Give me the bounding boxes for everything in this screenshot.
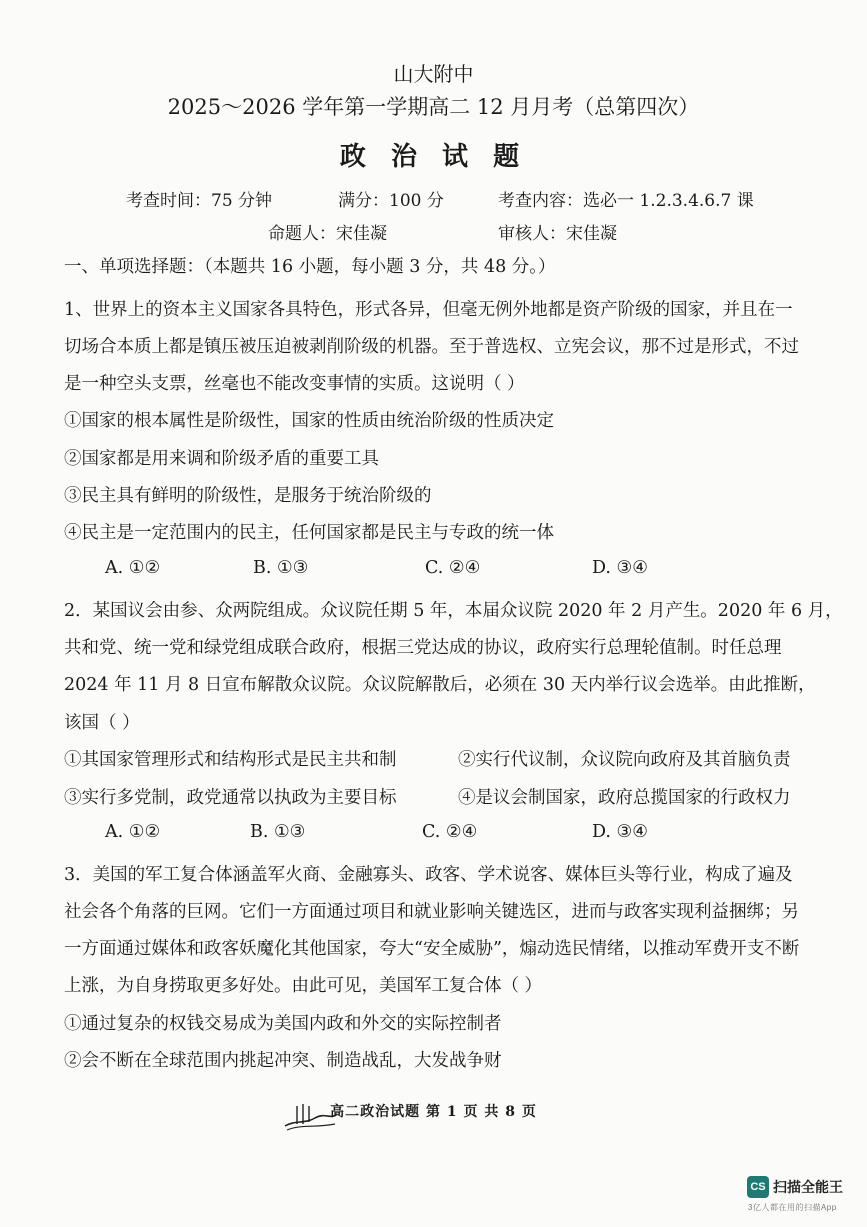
q2-option-d: D. ③④ <box>592 822 648 842</box>
exam-content: 考查内容：选必一 1.2.3.4.6.7 课 <box>498 191 754 211</box>
author: 命题人：宋佳凝 <box>268 224 387 244</box>
reviewer: 审核人：宋佳凝 <box>498 224 617 244</box>
q2-statement: ②实行代议制，众议院向政府及其首脑负责 <box>458 750 791 770</box>
full-score: 满分：100 分 <box>338 191 444 211</box>
q2-stem-line: 2024 年 11 月 8 日宣布解散众议院。众议院解散后，必须在 30 天内举行议会选举。由此推断， <box>64 675 816 695</box>
q3-stem-line: 3．美国的军工复合体涵盖军火商、金融寡头、政客、学术说客、媒体巨头等行业，构成了遍及 <box>64 865 793 885</box>
q2-statement: ④是议会制国家，政府总揽国家的行政权力 <box>458 788 791 808</box>
q3-statement: ①通过复杂的权钱交易成为美国内政和外交的实际控制者 <box>64 1014 502 1034</box>
q1-option-c: C. ②④ <box>425 558 481 578</box>
q2-statement: ①其国家管理形式和结构形式是民主共和制 <box>64 750 397 770</box>
q2-option-a: A. ①② <box>105 822 161 842</box>
exam-time: 考查时间：75 分钟 <box>126 191 273 211</box>
cs-logo-icon: CS <box>747 1176 769 1198</box>
q2-option-b: B. ①③ <box>250 822 306 842</box>
scanner-watermark <box>747 1176 843 1198</box>
q1-stem-line: 切场合本质上都是镇压被压迫被剥削阶级的机器。至于普选权、立宪会议，那不过是形式，不过 <box>64 337 799 357</box>
q3-stem-line: 社会各个角落的巨网。它们一方面通过项目和就业影响关键选区，进而与政客实现利益捆绑；另 <box>64 902 799 922</box>
q3-stem-line: 上涨，为自身捞取更多好处。由此可见，美国军工复合体（ ） <box>64 976 543 996</box>
subject-title: 政 治 试 题 <box>339 142 528 172</box>
footer-text: 高二政治试题 第 1 页 共 8 页 <box>330 1104 537 1120</box>
q2-stem-line: 2．某国议会由参、众两院组成。众议院任期 5 年，本届众议院 2020 年 2 月产生。2020 年 6 月， <box>64 601 843 621</box>
q1-stem-line: 1、世界上的资本主义国家各具特色，形式各异，但毫无例外地都是资产阶级的国家，并且在一 <box>64 300 793 320</box>
q1-statement: ④民主是一定范围内的民主，任何国家都是民主与专政的统一体 <box>64 523 554 543</box>
watermark-name: 扫描全能王 <box>773 1179 843 1195</box>
section-title: 一、单项选择题：（本题共 16 小题，每小题 3 分，共 48 分。） <box>64 257 556 277</box>
q1-statement: ①国家的根本属性是阶级性，国家的性质由统治阶级的性质决定 <box>64 411 554 431</box>
q1-option-a: A. ①② <box>105 558 161 578</box>
q2-stem-line: 该国（ ） <box>64 713 140 733</box>
exam-title: 2025～2026 学年第一学期高二 12 月月考（总第四次） <box>167 95 700 119</box>
school-name: 山大附中 <box>393 62 474 86</box>
q1-statement: ②国家都是用来调和阶级矛盾的重要工具 <box>64 449 379 469</box>
q3-statement: ②会不断在全球范围内挑起冲突、制造战乱，大发战争财 <box>64 1051 502 1071</box>
q1-option-d: D. ③④ <box>592 558 648 578</box>
q2-statement: ③实行多党制，政党通常以执政为主要目标 <box>64 788 397 808</box>
q2-stem-line: 共和党、统一党和绿党组成联合政府，根据三党达成的协议，政府实行总理轮值制。时任总理 <box>64 638 782 658</box>
q3-stem-line: 一方面通过媒体和政客妖魔化其他国家，夸大“安全威胁”，煽动选民情绪，以推动军费开支不断 <box>64 939 800 959</box>
q1-stem-line: 是一种空头支票，丝毫也不能改变事情的实质。这说明（ ） <box>64 374 525 394</box>
q1-option-b: B. ①③ <box>253 558 309 578</box>
q2-option-c: C. ②④ <box>422 822 478 842</box>
page-footer <box>0 1101 867 1121</box>
q1-statement: ③民主具有鲜明的阶级性，是服务于统治阶级的 <box>64 486 432 506</box>
watermark-subtitle: 3亿人都在用的扫描App <box>748 1203 837 1212</box>
